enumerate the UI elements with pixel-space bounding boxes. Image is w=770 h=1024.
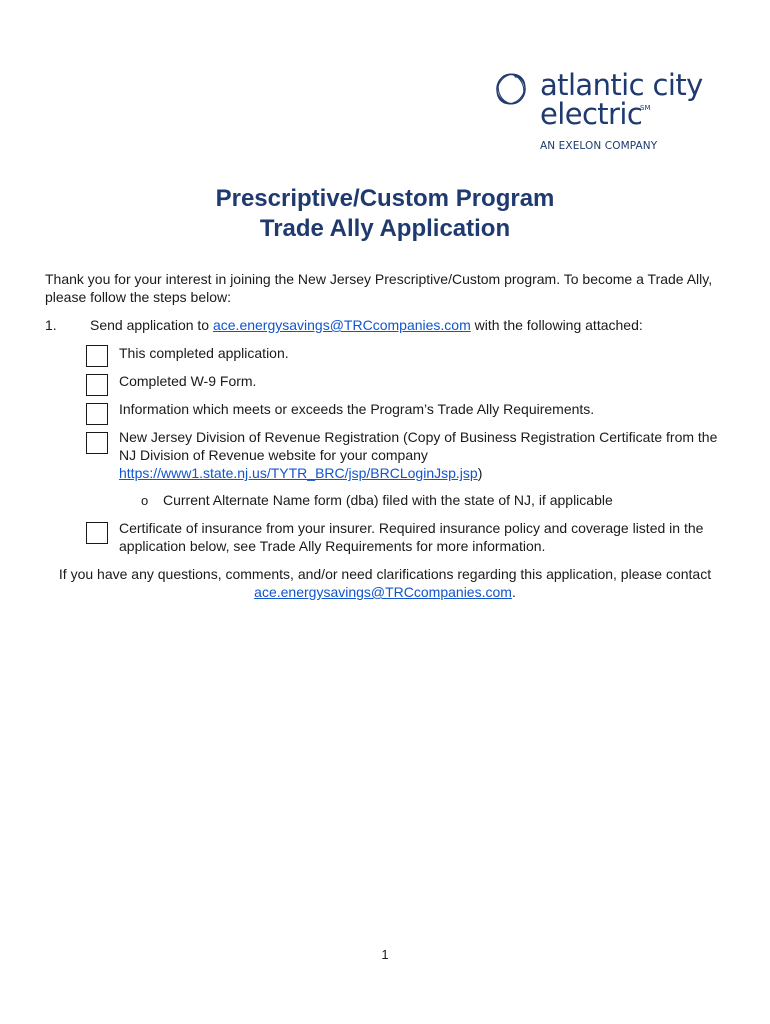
logo-text-line1: atlantic city <box>540 68 703 102</box>
checkbox-w9-form[interactable] <box>86 374 108 396</box>
checkbox-completed-application[interactable] <box>86 345 108 367</box>
step-prefix: Send application to <box>90 317 213 333</box>
checkbox-trade-ally-requirements[interactable] <box>86 403 108 425</box>
closing-email-link[interactable]: ace.energysavings@TRCcompanies.com <box>254 584 512 600</box>
logo-text-line2: electric <box>540 97 643 131</box>
email-link[interactable]: ace.energysavings@TRCcompanies.com <box>212 317 471 333</box>
intro-line2: please follow the steps below: <box>45 289 231 305</box>
page-number: 1 <box>381 947 389 962</box>
checklist-item-revenue-registration-line1: New Jersey Division of Revenue Registration (Copy of Business Registration Certificate from the <box>119 429 718 445</box>
page-title-line1: Prescriptive/Custom Program <box>215 185 555 212</box>
company-logo <box>490 64 720 156</box>
checkbox-revenue-registration[interactable] <box>86 432 108 454</box>
step-instruction <box>90 316 643 334</box>
checkbox-certificate-of-insurance[interactable] <box>86 522 108 544</box>
checklist-item-trade-ally-requirements: Information which meets or exceeds the Program’s Trade Ally Requirements. <box>119 401 595 417</box>
sub-item-alternate-name-form: Current Alternate Name form (dba) filed with the state of NJ, if applicable <box>163 492 613 508</box>
step-number: 1. <box>45 317 57 333</box>
closing-line2 <box>0 583 770 601</box>
checklist-item-revenue-registration-line3 <box>119 464 482 482</box>
checklist-item-completed-application: This completed application. <box>119 345 289 361</box>
closing-line1: If you have any questions, comments, and/or need clarifications regarding this application, please contact <box>58 566 712 582</box>
step-suffix: with the following attached: <box>470 317 643 333</box>
logo-ring-icon <box>492 70 530 108</box>
closing-period: . <box>511 584 516 600</box>
logo-service-mark: SM <box>640 104 651 112</box>
page-title-line2: Trade Ally Application <box>259 215 511 242</box>
revenue-link-close: ) <box>477 465 483 481</box>
checklist-item-insurance-line1: Certificate of insurance from your insurer. Required insurance policy and coverage listed in the <box>119 520 704 536</box>
checklist-item-insurance-line2: application below, see Trade Ally Requirements for more information. <box>119 538 546 554</box>
checklist-item-w9-form: Completed W-9 Form. <box>119 373 257 389</box>
sub-bullet-marker: o <box>141 493 149 508</box>
revenue-website-link[interactable]: https://www1.state.nj.us/TYTR_BRC/jsp/BRCLoginJsp.jsp <box>119 465 478 481</box>
logo-subtitle: AN EXELON COMPANY <box>540 140 658 152</box>
intro-line1: Thank you for your interest in joining the New Jersey Prescriptive/Custom program. To become a Trade Ally, <box>45 271 713 287</box>
checklist-item-revenue-registration-line2: NJ Division of Revenue website for your company <box>119 447 428 463</box>
